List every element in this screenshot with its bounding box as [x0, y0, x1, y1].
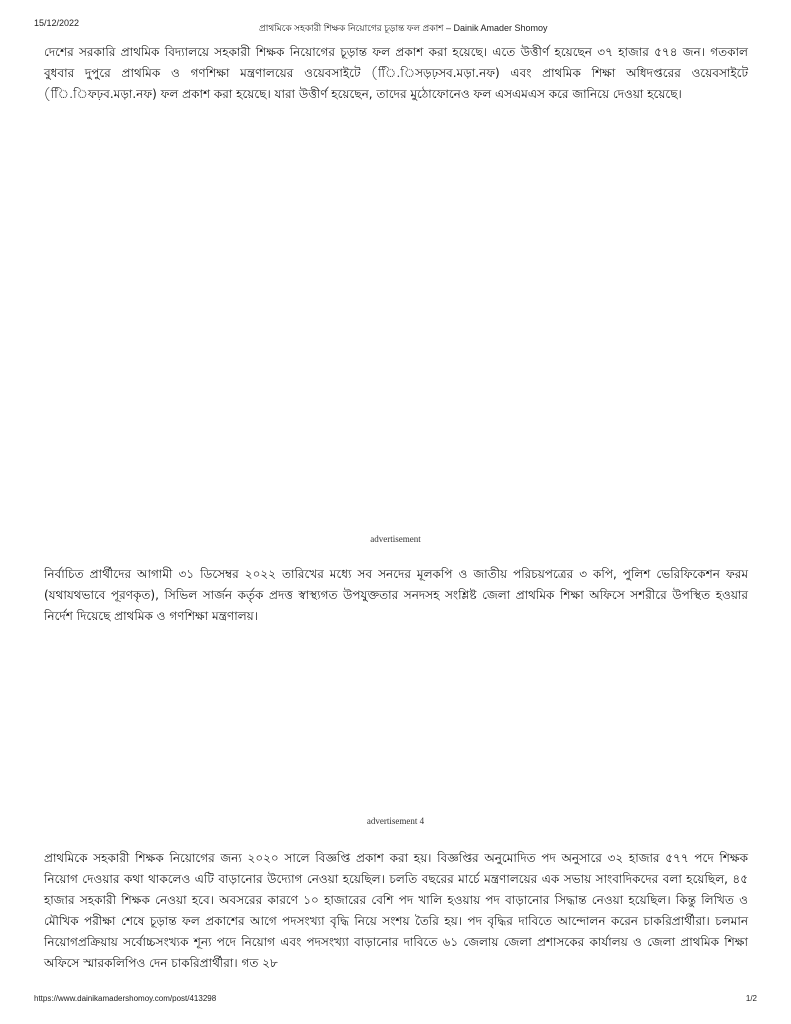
article-paragraph-1: দেশের সরকারি প্রাথমিক বিদ্যালয়ে সহকারী শিক্ষক নিয়োগের চূড়ান্ত ফল প্রকাশ করা হয়েছে। এতে উত্তীর্ণ হয়েছেন ৩৭ হাজার ৫৭৪ জন। গতকাল বুধবার দুপুরে প্রাথমিক ও গণশিক্ষা মন্ত্রণালয়ের ওয়েবসাইটে (িি.িসড়ঢ়সব.মড়া.নফ) এবং প্রাথমিক শিক্ষা অধিদপ্তরের ওয়েবসাইটে (িি.িফঢ়ব.মড়া.নফ) ফল প্রকাশ করা হয়েছে। যারা উত্তীর্ণ হয়েছেন, তাদের মুঠোফোনেও ফল এসএমএস করে জানিয়ে দেওয়া হয়েছে।	[44, 45, 748, 101]
page-number: 1/2	[745, 994, 757, 1003]
print-date: 15/12/2022	[34, 18, 80, 28]
page-url: https://www.dainikamadershomoy.com/post/413298	[34, 994, 217, 1003]
article-paragraph-2: নির্বাচিত প্রার্থীদের আগামী ৩১ ডিসেম্বর ২০২২ তারিখের মধ্যে সব সনদের মূলকপি ও জাতীয় পরিচয়পত্রের ৩ কপি, পুলিশ ভেরিফিকেশন ফরম (যথাযথভাবে পূরণকৃত), সিভিল সার্জন কর্তৃক প্রদত্ত স্বাস্থ্যগত উপযুক্ততার সনদসহ সংশ্লিষ্ট জেলা প্রাথমিক শিক্ষা অফিসে সশরীরে উপস্থিত হওয়ার নির্দেশ দিয়েছে প্রাথমিক ও গণশিক্ষা মন্ত্রণালয়।	[44, 567, 748, 623]
advertisement-label-2: advertisement 4	[366, 816, 425, 826]
article-paragraph-3: প্রাথমিকে সহকারী শিক্ষক নিয়োগের জন্য ২০২০ সালে বিজ্ঞপ্তি প্রকাশ করা হয়। বিজ্ঞপ্তির অনুমোদিত পদ অনুসারে ৩২ হাজার ৫৭৭ পদে শিক্ষক নিয়োগ দেওয়ার কথা থাকলেও এটি বাড়ানোর উদ্যোগ নেওয়া হয়েছিল। চলতি বছরের মার্চে মন্ত্রণালয়ের এক সভায় সাংবাদিকদের বলা হয়েছিল, ৪৫ হাজার সহকারী শিক্ষক নেওয়া হবে। অবসরের কারণে ১০ হাজারের বেশি পদ খালি হওয়ায় পদ বাড়ানোর সিদ্ধান্ত নেওয়া হয়েছিল। কিন্তু লিখিত ও মৌখিক পরীক্ষা শেষে চূড়ান্ত ফল প্রকাশের আগে পদসংখ্যা বৃদ্ধি নিয়ে সংশয় তৈরি হয়। পদ বৃদ্ধির দাবিতে আন্দোলন করেন চাকরিপ্রার্থীরা। চলমান নিয়োগপ্রক্রিয়ায় সর্বোচ্চসংখ্যক শূন্য পদে নিয়োগ এবং পদসংখ্যা বাড়ানোর দাবিতে ৬১ জেলায় জেলা প্রশাসকের কার্যালয় ও জেলা প্রাথমিক শিক্ষা অফিসে স্মারকলিপিও দেন চাকরিপ্রার্থীরা। গত ২৮	[44, 851, 748, 970]
advertisement-label-1: advertisement	[370, 534, 421, 544]
page-title: প্রাথমিকে সহকারী শিক্ষক নিয়োগের চূড়ান্ত ফল প্রকাশ – Dainik Amader Shomoy	[259, 23, 548, 33]
print-header	[34, 18, 757, 34]
